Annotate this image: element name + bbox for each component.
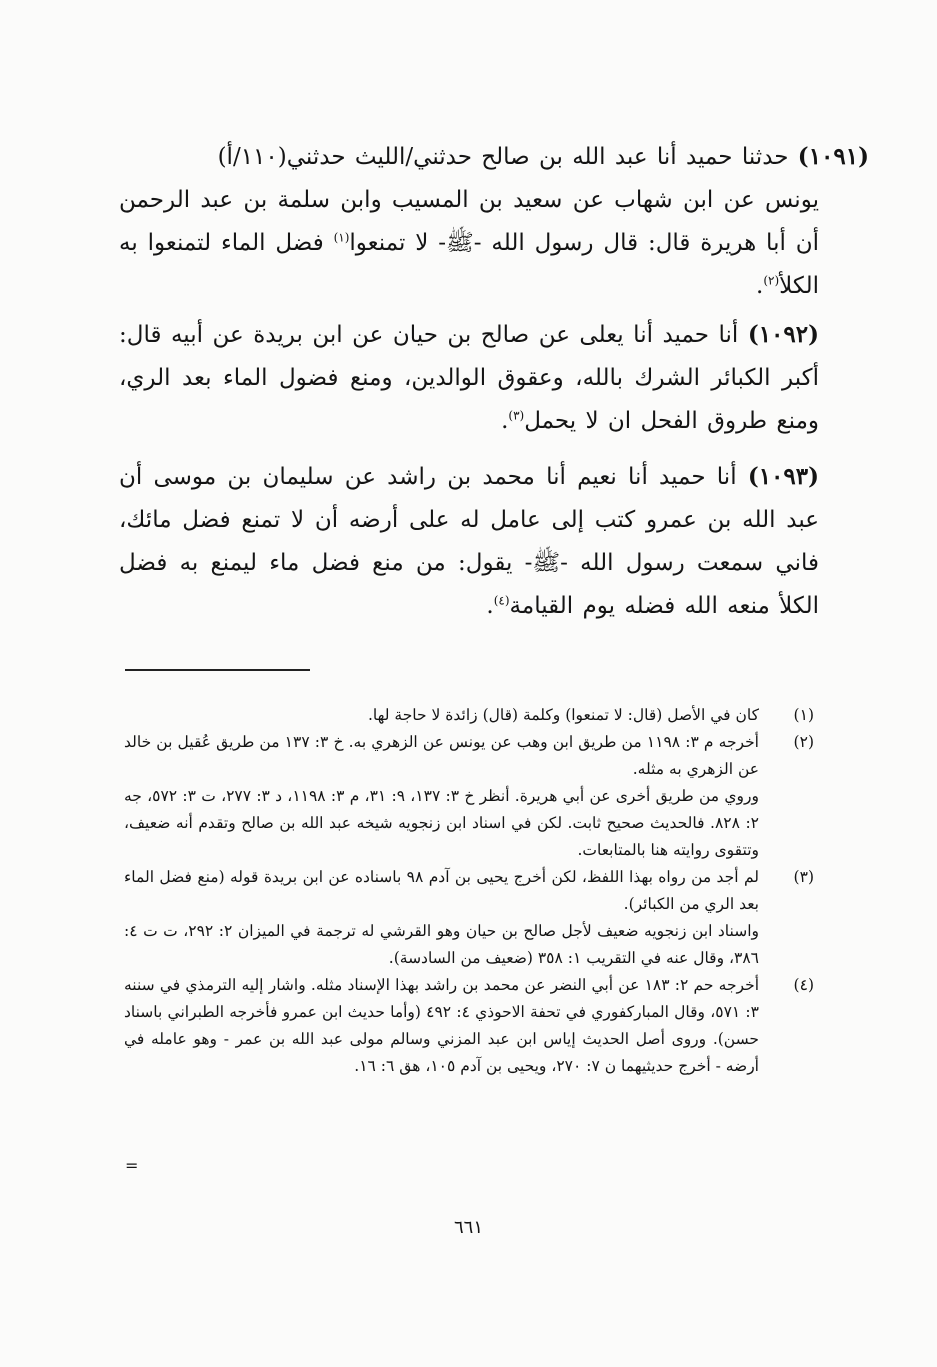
hadith-text: أنا حميد أنا يعلى عن صالح بن حيان عن ابن بريدة عن أبيه قال: أكبر الكبائر الشرك بالله، وعقوق الوالدين، ومنع فضول الماء بعد الري، ومنع طروق الفحل ان لا يحمل bbox=[119, 322, 819, 434]
footnote-ref[interactable]: (١) bbox=[333, 230, 350, 245]
footnote-1 bbox=[124, 702, 814, 729]
footnote-number: (١) bbox=[793, 706, 814, 724]
hadith-text: يونس عن ابن شهاب عن سعيد بن المسيب وابن سلمة بن عبد الرحمن أن أبا هريرة قال: قال رسول الله -ﷺ- لا تمنعوا bbox=[119, 187, 819, 256]
sentence-end: . bbox=[756, 273, 764, 299]
sentence-end: . bbox=[501, 408, 509, 434]
footnote-text: كان في الأصل (قال: لا تمنعوا) وكلمة (قال) زائدة لا حاجة لها. bbox=[367, 706, 759, 724]
footnote-divider bbox=[125, 669, 310, 671]
footnote-number: (٤) bbox=[793, 976, 814, 994]
hadith-text: حدثنا حميد أنا عبد الله بن صالح حدثني/الليث حدثني bbox=[286, 144, 789, 170]
hadith-1091 bbox=[119, 135, 869, 308]
hadith-1092 bbox=[119, 313, 819, 443]
hadith-paragraph bbox=[119, 455, 819, 628]
footnote-ref[interactable]: (٤) bbox=[493, 593, 510, 608]
footnote-text: أخرجه حم ٢: ١٨٣ عن أبي النضر عن محمد بن راشد بهذا الإسناد مثله. واشار إليه الترمذي في سننه ٣: ٥٧١، وقال المباركفوري في تحفة الاحوذي ٤: ٤٩٢ (وأما حديث ابن عمرو فأخرجه الطبراني باسناد حسن). وروى أصل الحديث إياس ابن عبد المزني وسالم مولى عبد الله بن عمر - وهو عامله في أرضه - أخرج حديثيهما ن ٧: ٢٧٠، ويحيى بن آدم ١٠٥، هق ٦: ١٦. bbox=[124, 976, 759, 1075]
footnote-ref[interactable]: (٣) bbox=[508, 408, 525, 423]
footnote-number: (٢) bbox=[793, 733, 814, 751]
hadith-number: (١٠٩٢) bbox=[747, 321, 820, 348]
footnote-number: (٣) bbox=[793, 868, 814, 886]
continuation-mark: = bbox=[125, 1156, 139, 1175]
hadith-paragraph-cont bbox=[119, 179, 819, 308]
footnote-text: واسناد ابن زنجويه ضعيف لأجل صالح بن حيان وهو القرشي له ترجمة في الميزان ٢: ٢٩٢، ت ت ٤: ٣٨٦، وقال عنه في التقريب ١: ٣٥٨ (ضعيف من السادسة). bbox=[124, 922, 759, 967]
hadith-1093 bbox=[119, 455, 819, 628]
hadith-paragraph bbox=[119, 135, 869, 179]
hadith-text: أنا حميد أنا نعيم أنا محمد بن راشد عن سليمان بن موسى أن عبد الله بن عمرو كتب إلى عامل له على أرضه أن لا تمنع فضل مائك، فاني سمعت رسول الله -ﷺ- يقول: من منع فضل ماء ليمنع به فضل الكلأ منعه الله فضله يوم القيامة bbox=[119, 464, 819, 619]
hadith-text: فضل الماء لتمنعوا به الكلأ bbox=[119, 230, 819, 299]
footnote-text: أخرجه م ٣: ١١٩٨ من طريق ابن وهب عن يونس عن الزهري به. خ ٣: ١٣٧ من طريق عُقيل بن خالد عن الزهري به مثله. bbox=[124, 733, 759, 778]
footnote-text: وروي من طريق أخرى عن أبي هريرة. أنظر خ ٣: ١٣٧، ٩: ٣١، م ٣: ١١٩٨، د ٣: ٢٧٧، ت ٣: ٥٧٢، جه ٢: ٨٢٨. فالحديث صحيح ثابت. لكن في اسناد ابن زنجويه شيخه عبد الله بن صالح وتقدم أنه ضعيف، وتتقوى روايته هنا بالمتابعات. bbox=[124, 787, 759, 859]
hadith-paragraph bbox=[119, 313, 819, 443]
hadith-number: (١٠٩١) bbox=[797, 143, 869, 170]
hadith-number: (١٠٩٣) bbox=[747, 463, 820, 490]
footnote-ref[interactable]: (٢) bbox=[763, 273, 780, 288]
footnote-3 bbox=[124, 864, 814, 972]
page-number: ٦٦١ bbox=[453, 1217, 483, 1238]
sentence-end: . bbox=[486, 593, 494, 619]
manuscript-page-ref: (١١٠/أ) bbox=[217, 144, 287, 170]
footnote-text: لم أجد من رواه بهذا اللفظ، لكن أخرج يحيى بن آدم ٩٨ باسناده عن ابن بريدة قوله (منع فضل الماء بعد الري من الكبائر). bbox=[124, 868, 759, 913]
footnotes bbox=[124, 702, 814, 1080]
footnote-4 bbox=[124, 972, 814, 1080]
footnote-2 bbox=[124, 729, 814, 864]
